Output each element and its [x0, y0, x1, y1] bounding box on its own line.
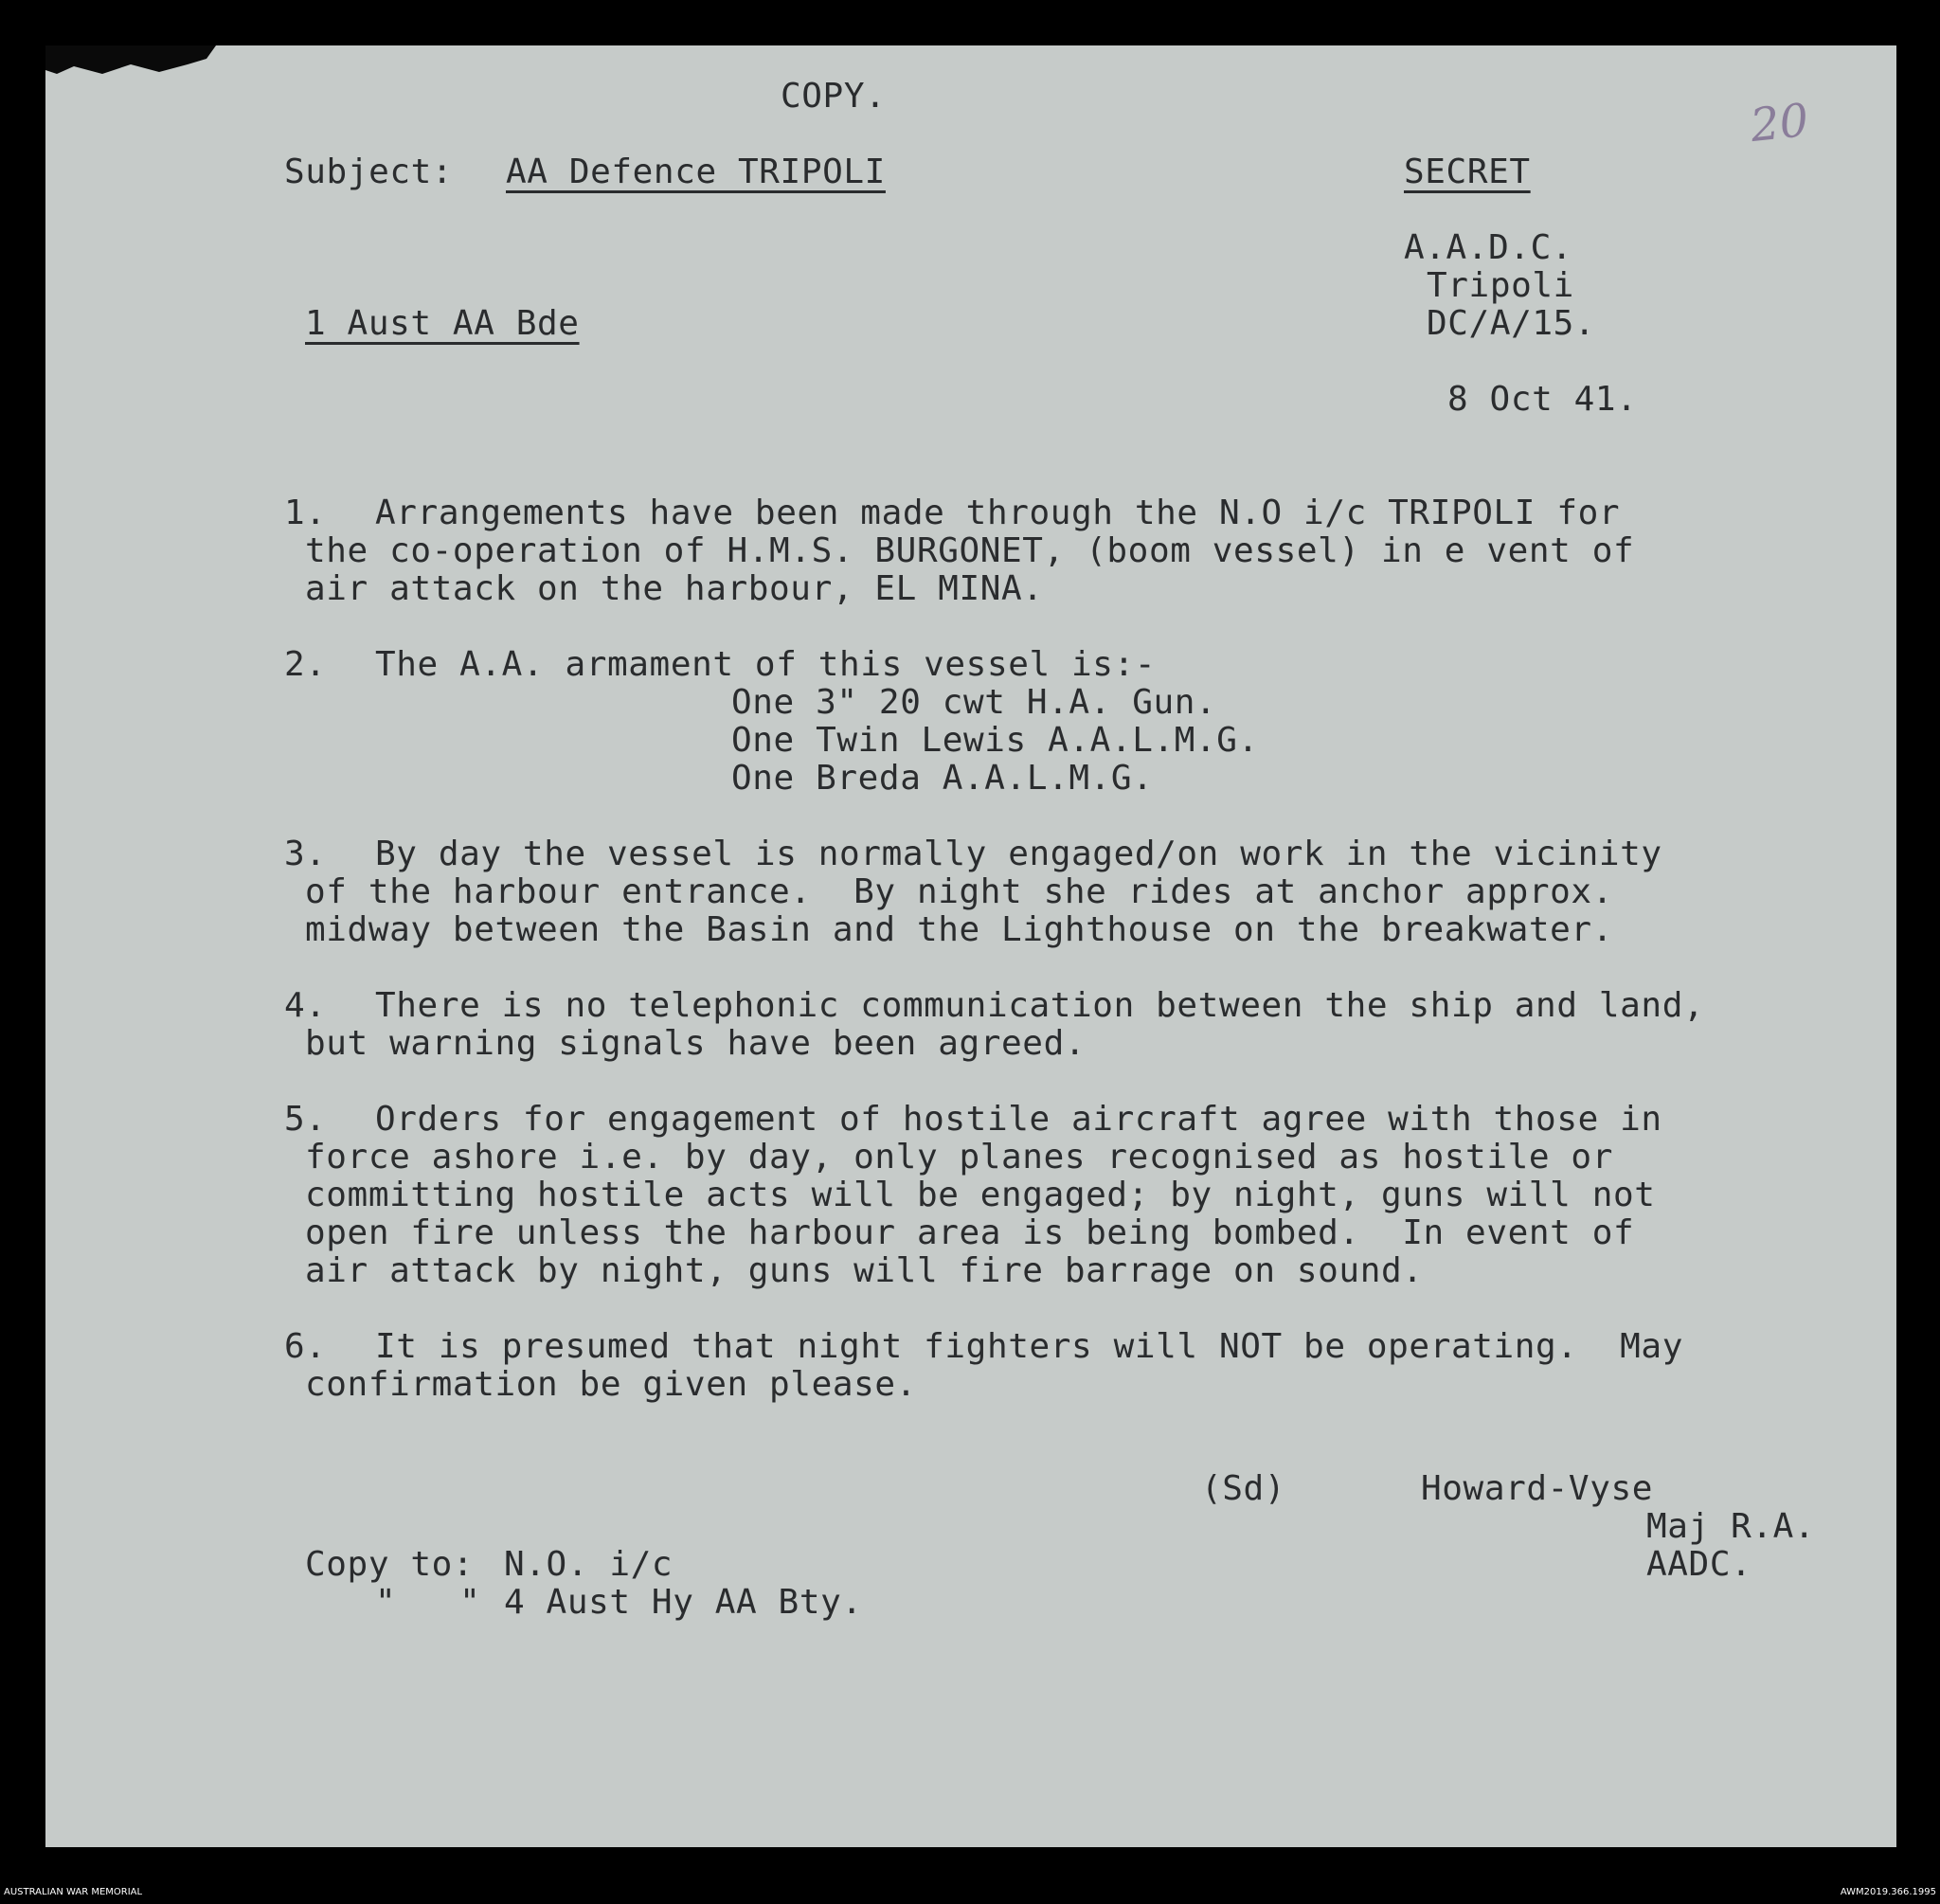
paragraph-number: 5. — [284, 1100, 327, 1139]
paragraph-line: the co-operation of H.M.S. BURGONET, (boom vessel) in e vent of — [305, 531, 1635, 570]
copy-to-recipient: N.O. i/c — [504, 1545, 674, 1584]
paragraph-number: 2. — [284, 645, 327, 684]
copy-to-label: Copy to: — [305, 1545, 475, 1584]
signatory-name: Howard-Vyse — [1421, 1469, 1654, 1508]
copy-to-ditto: " " — [375, 1583, 481, 1622]
paragraph-line: The A.A. armament of this vessel is:- — [375, 645, 1157, 684]
reference-line-2: Tripoli — [1427, 266, 1574, 305]
paragraph-number: 4. — [284, 986, 327, 1025]
paragraph-line: open fire unless the harbour area is being bombed. In event of — [305, 1213, 1635, 1252]
classification-secret: SECRET — [1404, 153, 1531, 191]
paragraph-line: force ashore i.e. by day, only planes recognised as hostile or — [305, 1138, 1613, 1177]
document-page — [45, 45, 1896, 1847]
reference-line-3: DC/A/15. — [1427, 304, 1596, 343]
paragraph-number: 1. — [284, 494, 327, 532]
paragraph-line: There is no telephonic communication between the ship and land, — [375, 986, 1705, 1025]
paragraph-line: but warning signals have been agreed. — [305, 1024, 1087, 1063]
armament-item: One Breda A.A.L.M.G. — [731, 759, 1154, 798]
signatory-appointment: AADC. — [1646, 1545, 1752, 1584]
paragraph-line: air attack on the harbour, EL MINA. — [305, 569, 1044, 608]
subject-label: Subject: — [284, 153, 454, 191]
paragraph-line: Arrangements have been made through the N.O i/c TRIPOLI for — [375, 494, 1621, 532]
footer-institution: AUSTRALIAN WAR MEMORIAL — [4, 1887, 143, 1897]
signed-mark: (Sd) — [1201, 1469, 1286, 1508]
footer-accession-number: AWM2019.366.1995 — [1840, 1887, 1936, 1897]
paragraph-line: of the harbour entrance. By night she rides at anchor approx. — [305, 872, 1613, 911]
signatory-rank: Maj R.A. — [1646, 1507, 1816, 1546]
subject-text: AA Defence TRIPOLI — [506, 153, 886, 191]
torn-corner-mark — [45, 45, 216, 102]
addressee: 1 Aust AA Bde — [305, 304, 580, 343]
paragraph-line: Orders for engagement of hostile aircraft agree with those in — [375, 1100, 1662, 1139]
armament-item: One Twin Lewis A.A.L.M.G. — [731, 721, 1259, 760]
pencil-folio-note: 20 — [1748, 93, 1811, 153]
paragraph-line: It is presumed that night fighters will NOT be operating. May — [375, 1327, 1683, 1366]
document-date: 8 Oct 41. — [1447, 380, 1638, 419]
copy-to-recipient: 4 Aust Hy AA Bty. — [504, 1583, 863, 1622]
paragraph-number: 3. — [284, 835, 327, 873]
reference-line-1: A.A.D.C. — [1404, 228, 1573, 267]
paragraph-line: midway between the Basin and the Lighthouse on the breakwater. — [305, 910, 1613, 949]
paragraph-line: confirmation be given please. — [305, 1365, 917, 1404]
paragraph-line: committing hostile acts will be engaged; by night, guns will not — [305, 1176, 1656, 1214]
paragraph-line: air attack by night, guns will fire barrage on sound. — [305, 1251, 1424, 1290]
paragraph-line: By day the vessel is normally engaged/on work in the vicinity — [375, 835, 1662, 873]
paragraph-number: 6. — [284, 1327, 327, 1366]
armament-item: One 3" 20 cwt H.A. Gun. — [731, 683, 1217, 722]
copy-header: COPY. — [781, 77, 887, 116]
